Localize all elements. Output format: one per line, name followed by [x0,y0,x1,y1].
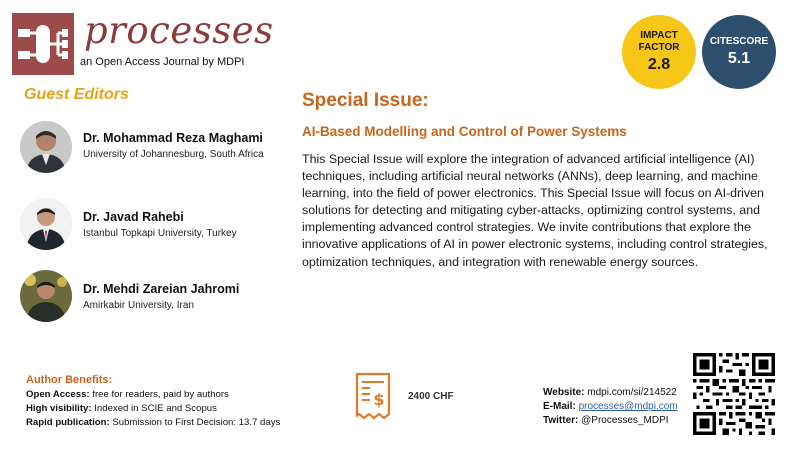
twitter-row [543,415,669,426]
editor-2-affiliation: Istanbul Topkapi University, Turkey [83,228,237,239]
person-avatar-icon [20,270,72,322]
qr-code[interactable] [693,353,775,435]
editor-3-affiliation: Amirkabir University, Iran [83,300,194,311]
citescore-badge [702,15,776,89]
special-issue-description: This Special Issue will explore the integration of advanced artificial intelligence (AI) techniques, including artificial neural networks (ANNs), deep learning, and machine learning, into the field of power electronics. This Special Issue will focus on AI-driven solutions for detecting and mitigating cyber-attacks, optimizing control systems, and implementing advanced control strategies. We invite contributions that explore the innovative applications of AI in power electronic systems, including control strategies, optimization techniques, and integration with renewable energy sources. [302,152,768,269]
twitter-label: Twitter: [543,415,579,426]
twitter-handle[interactable]: @Processes_MDPI [578,415,669,426]
person-avatar-icon [20,198,72,250]
editor-2-photo [20,198,72,250]
benefit-text: Indexed in SCIE and Scopus [91,403,217,414]
journal-subtitle: an Open Access Journal by MDPI [80,56,245,68]
benefit-label: Rapid publication: [26,417,110,428]
editor-1-affiliation: University of Johannesburg, South Africa [83,149,264,160]
journal-logo [12,13,74,75]
benefit-high-visibility [26,403,217,414]
receipt-dollar-icon [354,372,392,420]
benefit-label: Open Access: [26,389,90,400]
svg-text:$: $ [373,390,385,409]
guest-editors-title: Guest Editors [24,86,129,103]
benefit-text: Submission to First Decision: 13.7 days [109,417,281,428]
author-benefits-title: Author Benefits: [26,374,113,386]
benefit-rapid-publication [26,417,280,428]
editor-3-photo [20,270,72,322]
citescore-label: CITESCORE [709,36,769,47]
special-issue-title: AI-Based Modelling and Control of Power Systems [302,124,627,139]
special-issue-label: Special Issue: [302,90,429,111]
impact-factor-value: 2.8 [647,56,671,73]
website-link[interactable]: mdpi.com/si/214522 [584,387,677,398]
editor-3-name: Dr. Mehdi Zareian Jahromi [83,282,240,296]
benefit-label: High visibility: [26,403,92,414]
benefit-open-access [26,389,229,400]
apc-fee: 2400 CHF [408,391,454,402]
processes-logo-icon [12,13,74,75]
editor-1-photo [20,121,72,173]
editor-2-name: Dr. Javad Rahebi [83,210,184,224]
email-label: E-Mail: [543,401,576,412]
person-avatar-icon [20,121,72,173]
impact-factor-badge [622,15,696,89]
website-row [543,387,677,398]
impact-factor-label: IMPACT FACTOR [638,30,680,53]
journal-name: processes [84,9,274,52]
editor-1-name: Dr. Mohammad Reza Maghami [83,131,263,145]
email-row [543,401,678,412]
qr-code-icon [693,353,775,435]
website-label: Website: [543,387,585,398]
benefit-text: free for readers, paid by authors [89,389,229,400]
citescore-value: 5.1 [727,50,751,67]
email-link[interactable]: processes@mdpi.com [578,401,678,412]
